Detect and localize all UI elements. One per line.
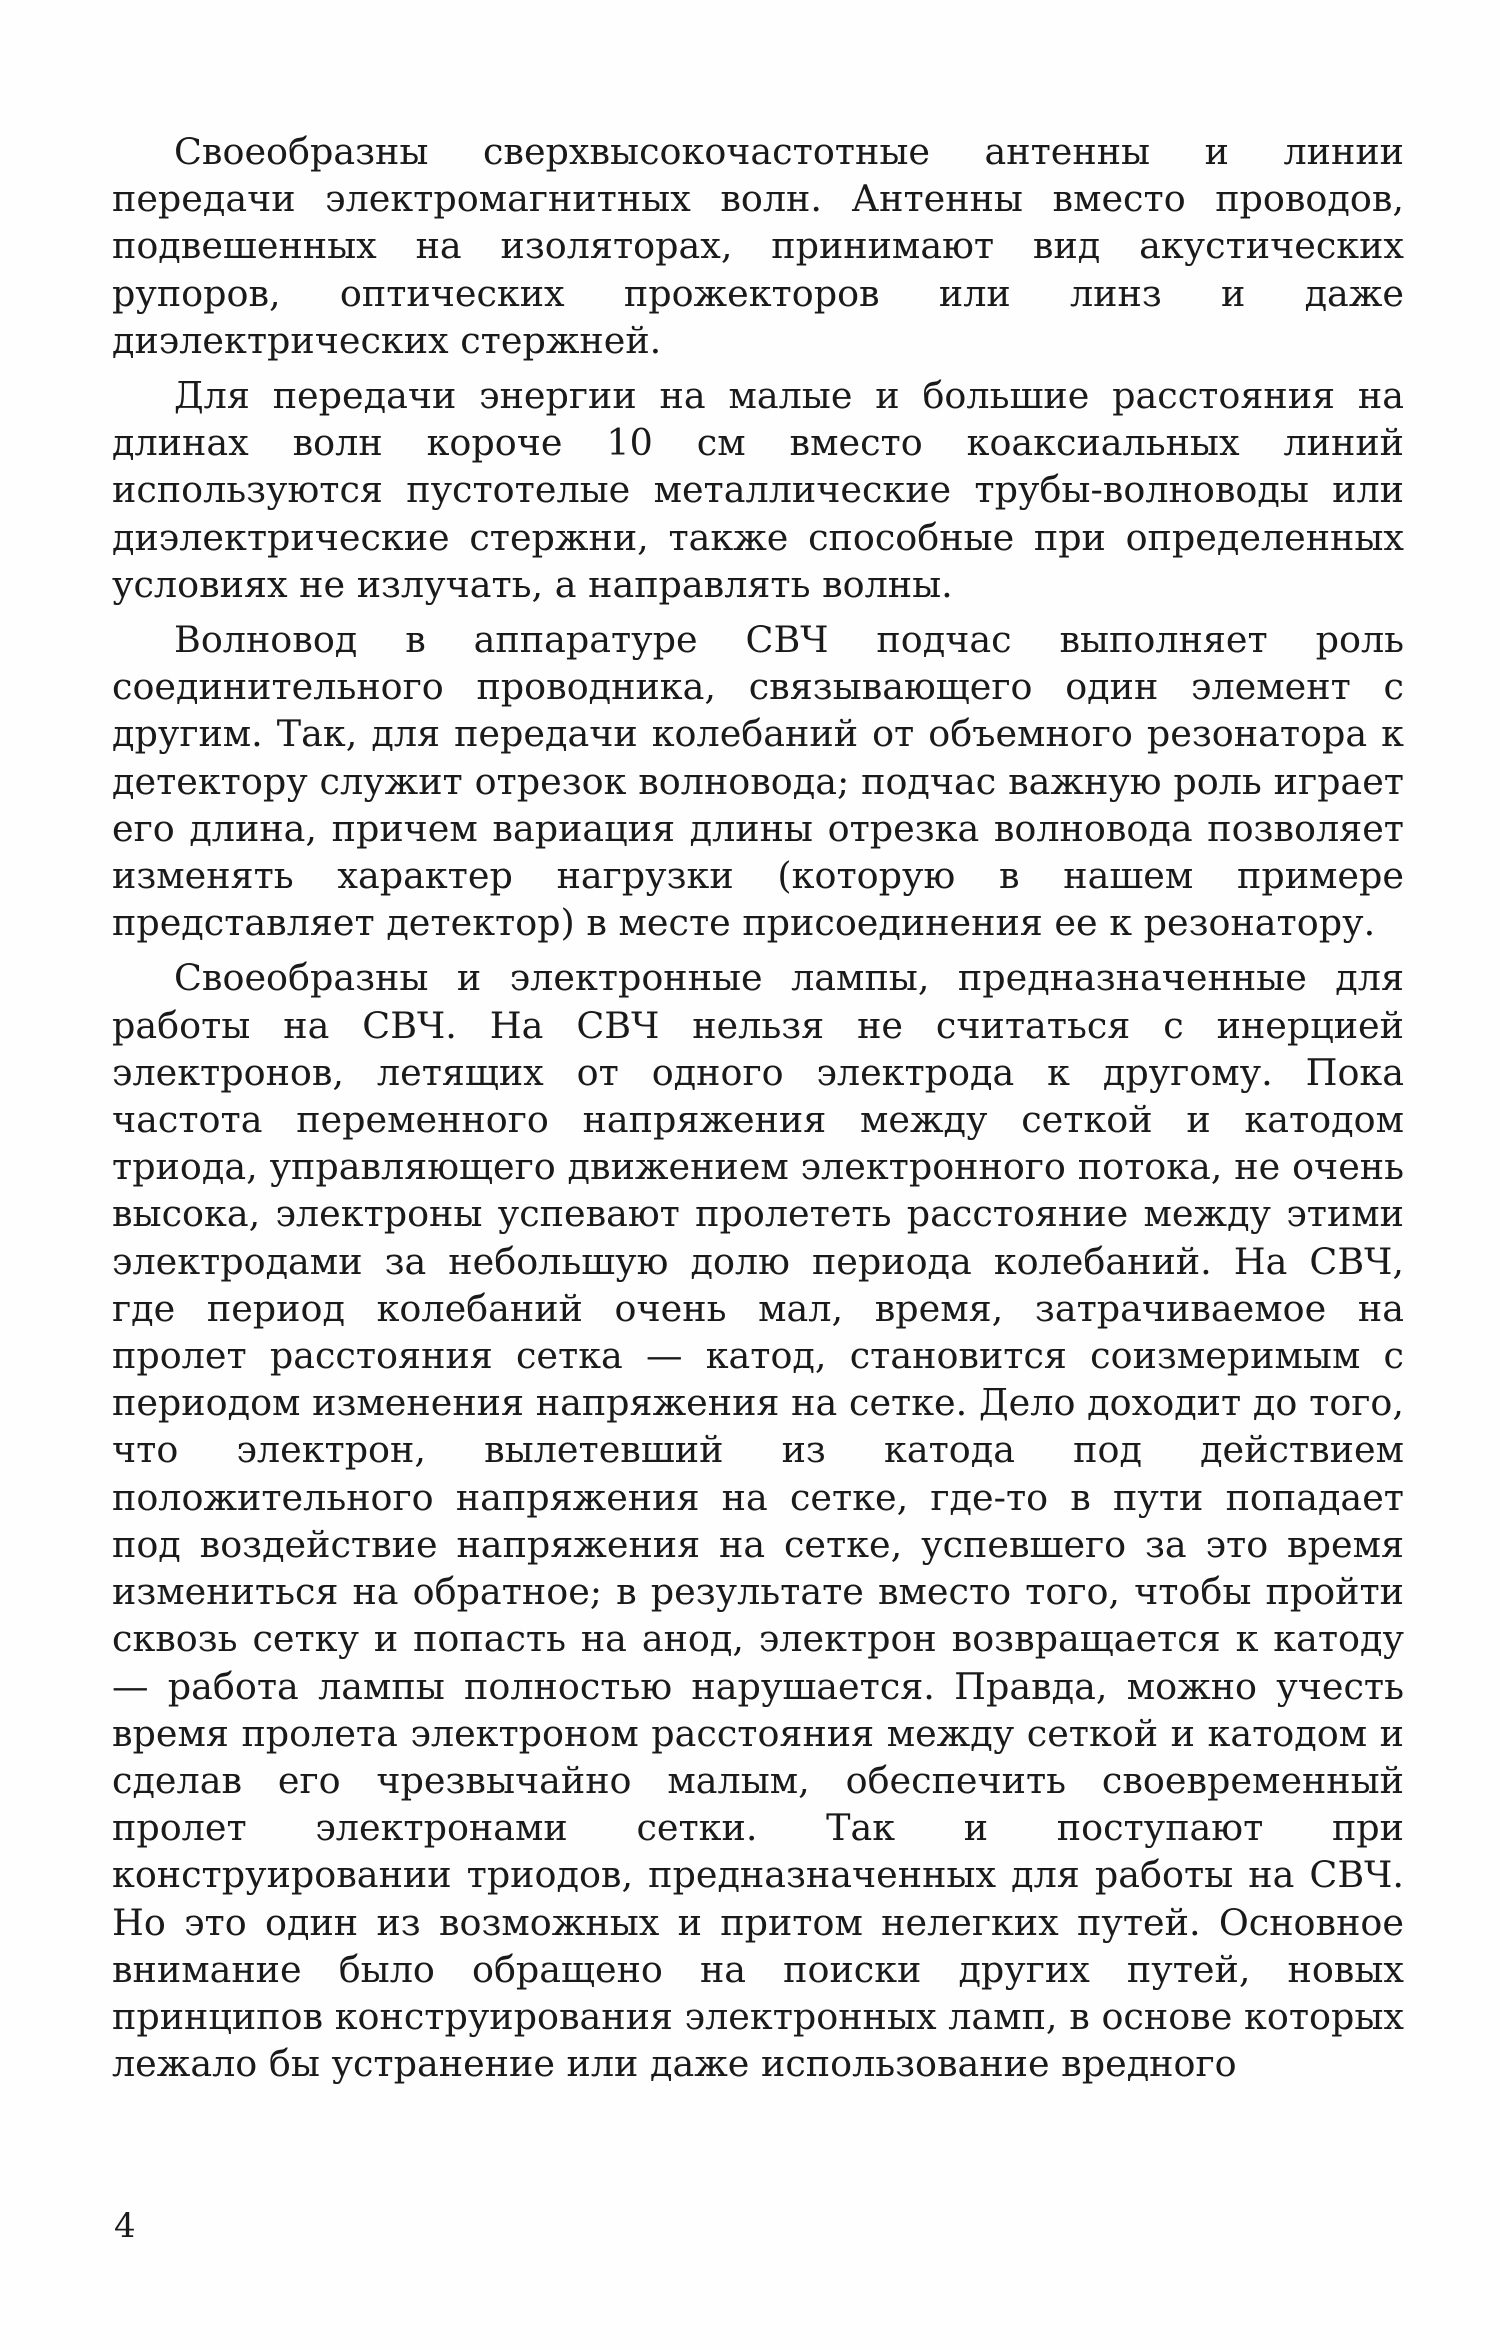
paragraph-antennas: Своеобразны сверхвысокочастотные антенны и линии передачи электромагнитных волн. Антенны вместо проводов, подвешенных на изоляторах, принимают вид акустических рупоров, оптических прожекторов или линз и даже диэлектрических стержней. xyxy=(112,130,1404,362)
paragraph-waveguide-transmission: Для передачи энергии на малые и большие расстояния на длинах волн короче 10 см вместо коаксиальных линий используются пустотелые металлические трубы-волноводы или диэлектрические стержни, также способные при определенных условиях не излучать, а направлять волны. xyxy=(112,374,1404,606)
page-number: 4 xyxy=(114,2206,136,2246)
paragraph-electron-tubes: Своеобразны и электронные лампы, предназначенные для работы на СВЧ. На СВЧ нельзя не считаться с инерцией электронов, летящих от одного электрода к другому. Пока частота переменного напряжения между сеткой и катодом триода, управляющего движением электронного потока, не очень высока, электроны успевают пролететь расстояние между этими электродами за небольшую долю периода колебаний. На СВЧ, где период колебаний очень мал, время, затрачиваемое на пролет расстояния сетка — катод, становится соизмеримым с периодом изменения напряжения на сетке. Дело доходит до того, что электрон, вылетевший из катода под действием положительного напряжения на сетке, где-то в пути попадает под воздействие напряжения на сетке, успевшего за это время измениться на обратное; в результате вместо того, чтобы пройти сквозь сетку и попасть на анод, электрон возвращается к катоду — работа лампы полностью нарушается. Правда, можно учесть время пролета электроном расстояния между сеткой и катодом и сделав его чрезвычайно малым, обеспечить своевременный пролет электронами сетки. Так и поступают при конструировании триодов, предназначенных для работы на СВЧ. Но это один из возможных и притом нелегких путей. Основное внимание было обращено на поиски других путей, новых принципов конструирования электронных ламп, в основе которых лежало бы устранение или даже использование вредного xyxy=(112,956,1404,2086)
paragraph-waveguide-role: Волновод в аппаратуре СВЧ подчас выполняет роль соединительного проводника, связывающего один элемент с другим. Так, для передачи колебаний от объемного резонатора к детектору служит отрезок волновода; подчас важную роль играет его длина, причем вариация длины отрезка волновода позволяет изменять характер нагрузки (которую в нашем примере представляет детектор) в месте присоединения ее к резонатору. xyxy=(112,618,1404,945)
body-text xyxy=(112,128,1404,2095)
